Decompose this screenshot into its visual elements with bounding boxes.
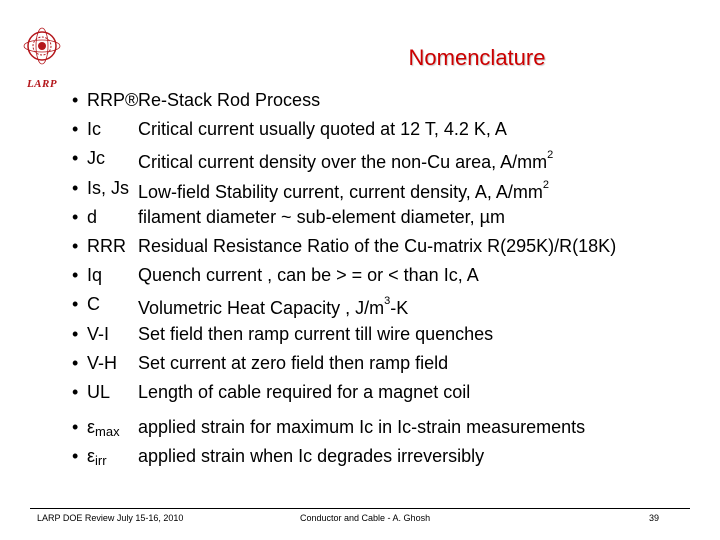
footer-event: LARP DOE Review July 15-16, 2010 <box>37 513 184 523</box>
superscript: 3 <box>384 295 391 308</box>
bullet-icon: • <box>72 323 79 344</box>
term: Iq <box>87 265 103 286</box>
definition <box>138 115 507 144</box>
definition-text: Quench current , can be > = or < than Ic, A <box>138 265 479 286</box>
definition <box>138 86 320 115</box>
symbol: ε <box>87 417 96 438</box>
term: RRP® <box>87 90 139 110</box>
term: UL <box>87 381 111 402</box>
definition-text: Critical current density over the non-Cu area, A/mm <box>138 152 548 173</box>
term: Is, Js <box>87 177 130 198</box>
definition-text: Set current at zero field then ramp field <box>138 352 449 373</box>
bullet-icon: • <box>72 352 79 373</box>
term: Ic <box>87 119 102 140</box>
definition <box>138 320 493 349</box>
term: V-H <box>87 352 118 373</box>
page-number: 39 <box>649 513 660 523</box>
superscript: 2 <box>547 149 554 162</box>
bullet-icon: • <box>72 177 79 198</box>
definition-text: Re-Stack Rod Process <box>138 90 321 110</box>
definition <box>138 261 479 290</box>
definition <box>138 232 616 261</box>
term: d <box>87 206 98 227</box>
term: V-I <box>87 323 110 344</box>
definition-text: Set field then ramp current till wire quenches <box>138 323 494 344</box>
page-title: Nomenclature <box>408 45 546 70</box>
definition-text: filament diameter ~ sub-element diameter, µm <box>138 206 506 227</box>
superscript: 2 <box>542 178 549 191</box>
bullet-icon: • <box>72 417 79 438</box>
term: Jc <box>87 148 105 169</box>
definition-text: Critical current usually quoted at 12 T, 4.2 K, A <box>138 119 507 140</box>
logo-text: LARP <box>26 78 58 90</box>
definition <box>138 378 470 407</box>
definition <box>138 349 448 378</box>
definition-text: Length of cable required for a magnet coil <box>138 381 471 402</box>
term: RRR <box>87 235 126 256</box>
bullet-icon: • <box>72 265 79 286</box>
symbol: ε <box>87 446 96 467</box>
bullet-icon: • <box>72 294 79 315</box>
footer-author: Conductor and Cable - A. Ghosh <box>300 513 431 523</box>
bullet-icon: • <box>72 90 79 110</box>
bullet-icon: • <box>72 446 79 467</box>
bullet-icon: • <box>72 235 79 256</box>
definition-text: Residual Resistance Ratio of the Cu-matrix R(295K)/R(18K) <box>138 235 617 256</box>
definition-text: Low-field Stability current, current density, A, A/mm <box>138 181 543 202</box>
definition-text: Volumetric Heat Capacity , J/m <box>138 298 385 319</box>
definition: applied strain when Ic degrades irreversibly <box>138 446 485 467</box>
bullet-icon: • <box>72 381 79 402</box>
definition: applied strain for maximum Ic in Ic-strain measurements <box>138 417 586 438</box>
bullet-icon: • <box>72 119 79 140</box>
term: C <box>87 294 100 315</box>
subscript: irr <box>95 453 107 469</box>
strain-symbol <box>87 442 107 475</box>
footer-divider <box>30 508 690 509</box>
bullet-icon: • <box>72 206 79 227</box>
definition-suffix: -K <box>390 298 409 319</box>
subscript: max <box>95 424 120 440</box>
definition <box>138 203 505 232</box>
bullet-icon: • <box>72 148 79 169</box>
